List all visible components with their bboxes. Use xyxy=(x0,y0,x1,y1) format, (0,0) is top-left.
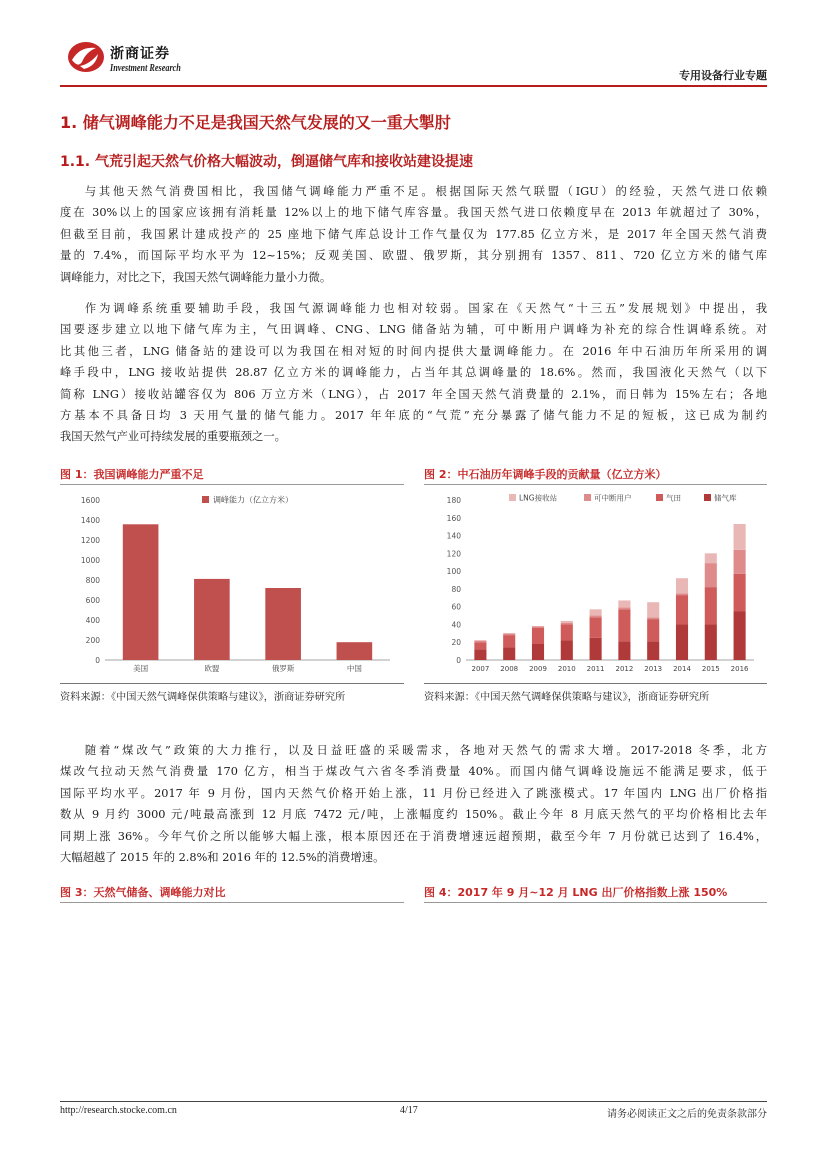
x-tick-label: 2009 xyxy=(529,665,547,673)
x-tick-label: 2010 xyxy=(557,665,576,673)
bar-segment xyxy=(676,624,688,660)
y-tick-label: 160 xyxy=(446,513,461,523)
text-line: 国际平均水平。2017 年 9 月份，国内天然气价格开始上涨，11 月份已经进入了跳涨模式。17 年国内 LNG 出厂价格指 xyxy=(60,786,767,800)
figure-1-title: 图 1：我国调峰能力严重不足 xyxy=(60,468,204,481)
text-line: 我国天然气产业可持续发展的重要瓶颈之一。 xyxy=(60,430,286,444)
y-tick-label: 800 xyxy=(85,576,100,585)
logo-name-en: Investment Research xyxy=(110,63,181,74)
bar-segment xyxy=(590,616,602,618)
y-tick-label: 140 xyxy=(446,531,461,541)
footer-divider xyxy=(60,1101,767,1102)
figure-2-source: 资料来源：《中国天然气调峰保供策略与建议》，浙商证券研究所 xyxy=(424,692,710,703)
text-line: 但截至目前，我国累计建成投产的 25 座地下储气库总设计工作气量仅为 177.85 亿立方米，是 2017 年全国天然气消费 xyxy=(60,227,767,241)
x-tick-label: 俄罗斯 xyxy=(271,664,295,673)
x-axis xyxy=(471,665,749,673)
header-divider xyxy=(60,85,767,87)
bar-segment xyxy=(734,611,746,660)
bar-segment xyxy=(734,574,746,611)
text-line: 同期上涨 36%。今年气价之所以能够大幅上涨，根本原因还在于消费增速远超预期，截至今年 7 月份就已达到了 16.4%， xyxy=(60,829,767,843)
bar-segment xyxy=(474,649,486,660)
bar-segment xyxy=(676,578,688,593)
legend-label: LNG接收站 xyxy=(519,493,558,503)
page-number: 4/17 xyxy=(400,1105,418,1116)
text-line: 方基本不具备日均 3 天用气量的储气能力。2017 年年底的“气荒”充分暴露了储气能力不足的短板，这已成为制约 xyxy=(60,408,767,422)
text-line: 与其他天然气消费国相比，我国储气调峰能力严重不足。根据国际天然气联盟（IGU）的经验，天然气进口依赖 xyxy=(84,185,767,198)
legend-label: 储气库 xyxy=(714,493,737,503)
footer-website: http://research.stocke.com.cn xyxy=(60,1105,177,1116)
legend xyxy=(202,495,293,505)
y-tick-label: 100 xyxy=(446,567,461,577)
legend-label: 气田 xyxy=(666,493,681,503)
legend-label: 可中断用户 xyxy=(594,493,632,503)
bar-segment xyxy=(561,640,573,660)
text-line: 调峰能力，对比之下，我国天然气调峰能力量小力微。 xyxy=(60,270,332,284)
bar-segment xyxy=(734,524,746,550)
figure-4-top-rule xyxy=(424,902,767,903)
bar xyxy=(194,579,230,660)
text-line: 峰手段中，LNG 接收站提供 28.87 亿立方米的调峰能力，占当年其总调峰量的 18.6%。然而，我国液化天然气（以下 xyxy=(60,366,767,380)
x-axis xyxy=(133,663,362,673)
text-line: 数从 9 月约 3000 元/吨最高涨到 12 月底 7472 元/吨，上涨幅度约 150%。截止今年 8 月底天然气的平均价格相比去年 xyxy=(60,808,767,822)
bar-segment xyxy=(647,602,659,617)
text-line: 简称 LNG）接收站罐容仅为 806 万立方米（LNG），占 2017 年全国天然气消费量的 2.1%，而日韩为 15%左右；各地 xyxy=(60,387,767,401)
paragraph-lng-peak-shaving xyxy=(60,298,767,448)
bar-segment xyxy=(705,624,717,660)
bar-segment xyxy=(647,617,659,619)
bar-segment xyxy=(734,550,746,574)
y-tick-label: 200 xyxy=(85,636,100,645)
text-line: 比其他三者，LNG 储备站的建设可以为我国在相对短的时间内提供大量调峰能力。在 2016 年中石油历年所采用的调 xyxy=(60,344,767,358)
bar-segment xyxy=(647,641,659,660)
bar-segment xyxy=(676,595,688,624)
y-tick-label: 400 xyxy=(85,616,100,625)
legend-label: 调峰能力（亿立方米） xyxy=(213,495,293,505)
subsection-heading: 1.1. 气荒引起天然气价格大幅波动，倒逼储气库和接收站建设提速 xyxy=(60,154,473,170)
text-line: 度在 30%以上的国家应该拥有消耗量 12%以上的地下储气库容量。我国天然气进口依赖度早在 2013 年就超过了 30%， xyxy=(60,206,767,220)
text-line: 作为调峰系统重要辅助手段，我国气源调峰能力也相对较弱。国家在《天然气“十三五”发展规划》中提出，我 xyxy=(84,302,767,315)
bar-segment xyxy=(532,628,544,644)
figure-4-title: 图 4：2017 年 9 月~12 月 LNG 出厂价格指数上涨 150% xyxy=(424,886,728,899)
paragraph-coal-to-gas xyxy=(60,740,767,868)
x-tick-label: 2008 xyxy=(500,665,519,673)
figure-3-title: 图 3：天然气储备、调峰能力对比 xyxy=(60,886,226,899)
bar-segment xyxy=(474,640,486,642)
chart-peak-capacity xyxy=(60,488,404,680)
bar-segment xyxy=(503,635,515,647)
y-tick-label: 60 xyxy=(451,602,461,612)
figure-2-bottom-rule xyxy=(424,683,767,684)
figure-1-source: 资料来源：《中国天然气调峰保供策略与建议》，浙商证券研究所 xyxy=(60,692,346,703)
legend-swatch xyxy=(704,494,711,501)
text-line: 随着“煤改气”政策的大力推行，以及日益旺盛的采暖需求，各地对天然气的需求大增。2017-2018 冬季，北方 xyxy=(84,744,767,757)
bar-segment xyxy=(532,626,544,628)
x-tick-label: 2014 xyxy=(673,665,691,673)
section-heading: 1. 储气调峰能力不足是我国天然气发展的又一重大掣肘 xyxy=(60,113,451,132)
y-tick-label: 1400 xyxy=(80,516,100,525)
figure-1-top-rule xyxy=(60,484,404,485)
text-line: 煤改气拉动天然气消费量 170 亿方，相当于煤改气六省冬季消费量 40%。而国内储气调峰设施远不能满足要求，低于 xyxy=(60,765,767,779)
report-category: 专用设备行业专题 xyxy=(679,69,767,82)
y-tick-label: 20 xyxy=(451,638,461,648)
chart-cnpc-peak-means xyxy=(424,488,767,680)
bar xyxy=(123,524,159,660)
bar-segment xyxy=(532,644,544,660)
figure-3-top-rule xyxy=(60,902,404,903)
bar-segment xyxy=(618,600,630,607)
x-tick-label: 2013 xyxy=(644,665,663,673)
bar-segment xyxy=(705,587,717,624)
legend-swatch xyxy=(509,494,516,501)
bar-segment xyxy=(503,648,515,660)
bar-segment xyxy=(590,609,602,615)
x-tick-label: 2015 xyxy=(701,665,720,673)
x-tick-label: 2016 xyxy=(730,665,749,673)
text-line: 大幅超越了 2015 年的 2.8%和 2016 年的 12.5%的消费增速。 xyxy=(60,850,385,864)
y-tick-label: 600 xyxy=(85,596,100,605)
text-line: 量的 7.4%，而国际平均水平为 12~15%；反观美国、欧盟、俄罗斯，其分别拥有 1357、811、720 亿立方米的储气库 xyxy=(60,249,767,263)
bar-segment xyxy=(503,633,515,635)
bar-segment xyxy=(647,619,659,641)
y-tick-label: 180 xyxy=(446,496,461,505)
stacked-bar-series xyxy=(474,524,745,660)
bar-segment xyxy=(590,617,602,637)
bar xyxy=(337,642,373,660)
x-tick-label: 2011 xyxy=(586,665,605,673)
y-tick-label: 0 xyxy=(95,656,100,665)
logo-icon xyxy=(66,40,106,74)
bar-segment xyxy=(618,641,630,660)
bar-segment xyxy=(618,609,630,641)
y-tick-label: 1200 xyxy=(80,536,100,545)
y-tick-label: 80 xyxy=(451,584,461,594)
x-tick-label: 美国 xyxy=(133,664,149,673)
y-tick-label: 1000 xyxy=(80,556,100,565)
figure-2-title: 图 2：中石油历年调峰手段的贡献量（亿立方米） xyxy=(424,468,667,481)
x-tick-label: 中国 xyxy=(346,664,362,673)
y-tick-label: 1600 xyxy=(80,496,100,505)
legend-swatch xyxy=(584,494,591,501)
bar-segment xyxy=(474,642,486,649)
figure-2-top-rule xyxy=(424,484,767,485)
bar-segment xyxy=(618,608,630,610)
bar-segment xyxy=(705,553,717,563)
x-tick-label: 2007 xyxy=(471,665,490,673)
y-tick-label: 40 xyxy=(451,620,461,630)
bar-series xyxy=(123,524,372,660)
figure-1-bottom-rule xyxy=(60,683,404,684)
legend xyxy=(509,493,737,503)
logo-name-cn: 浙商证券 xyxy=(110,46,170,62)
bar xyxy=(265,588,301,660)
legend-swatch xyxy=(656,494,663,501)
disclaimer-note: 请务必阅读正文之后的免责条款部分 xyxy=(607,1109,767,1120)
y-tick-label: 0 xyxy=(456,656,461,665)
bar-segment xyxy=(561,624,573,640)
paragraph-storage-capacity xyxy=(60,181,767,288)
bar-segment xyxy=(561,621,573,623)
bar-segment xyxy=(590,638,602,660)
text-line: 国要逐步建立以地下储气库为主，气田调峰、CNG、LNG 储备站为辅，可中断用户调峰为补充的综合性调峰系统。对 xyxy=(60,323,767,337)
y-tick-label: 120 xyxy=(446,549,461,559)
x-tick-label: 2012 xyxy=(615,665,634,673)
legend-swatch xyxy=(202,496,209,503)
x-tick-label: 欧盟 xyxy=(204,664,220,673)
bar-segment xyxy=(561,623,573,625)
bar-segment xyxy=(705,563,717,587)
bar-segment xyxy=(676,593,688,595)
